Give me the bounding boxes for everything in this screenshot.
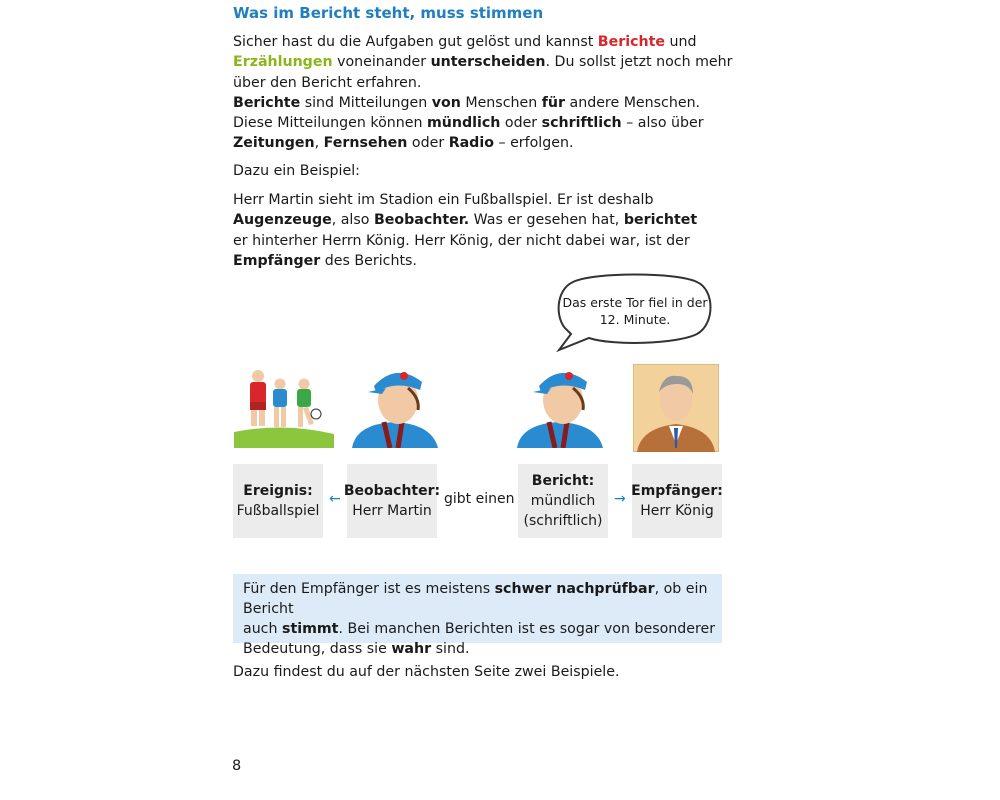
empfaenger-title: Empfänger: <box>631 483 723 499</box>
bericht-box <box>518 464 608 538</box>
arrow-right-icon: → <box>614 491 626 507</box>
page-heading: Was im Bericht steht, muss stimmen <box>233 4 544 22</box>
ereignis-value: Fußballspiel <box>236 503 320 519</box>
page-number: 8 <box>232 758 242 774</box>
intro-paragraph-1: Sicher hast du die Aufgaben gut gelöst und kannst Berichte und Erzählungen voneinander unterscheiden. Du sollst jetzt noch mehr über den Bericht erfahren. Berichte sind Mitteilungen von Menschen für andere Menschen. Diese Mitteilungen können mündlich oder schriftlich – also über Zeitungen, Fernsehen oder Radio – erfolgen. <box>233 34 733 152</box>
football-players-illustration <box>234 362 334 448</box>
ereignis-title: Ereignis: <box>243 483 313 499</box>
arrow-left-icon: ← <box>329 491 341 507</box>
beobachter-box <box>343 464 441 538</box>
example-label: Dazu ein Beispiel: <box>233 163 360 179</box>
closing-sentence: Dazu findest du auf der nächsten Seite zwei Beispiele. <box>233 664 620 680</box>
bericht-title: Bericht: <box>531 473 595 489</box>
recipient-portrait <box>633 364 719 452</box>
gibt-einen-text: gibt einen <box>444 491 515 507</box>
speech-line-1: Das erste Tor fiel in der <box>562 295 708 310</box>
ereignis-box <box>233 464 323 538</box>
beobachter-value: Herr Martin <box>352 503 432 519</box>
speech-line-2: 12. Minute. <box>599 312 671 327</box>
empfaenger-value: Herr König <box>640 503 714 519</box>
empfaenger-box <box>632 464 722 538</box>
example-paragraph: Herr Martin sieht im Stadion ein Fußballspiel. Er ist deshalb Augenzeuge, also Beobachter. Was er gesehen hat, berichtet er hinterher Herrn König. Herr König, der nicht dabei war, ist der Empfänger des Berichts. <box>233 192 698 269</box>
reporter-illustration <box>511 362 607 448</box>
bericht-value-2: (schriftlich) <box>523 513 603 529</box>
info-box: Für den Empfänger ist es meistens schwer nachprüfbar, ob ein Bericht auch stimmt. Bei manchen Berichten ist es sogar von besonderer Bedeutung, dass sie wahr sind. <box>233 574 722 643</box>
bericht-value-1: mündlich <box>530 493 596 509</box>
observer-illustration <box>346 362 442 448</box>
speech-bubble <box>553 272 717 352</box>
beobachter-title: Beobachter: <box>343 483 441 499</box>
